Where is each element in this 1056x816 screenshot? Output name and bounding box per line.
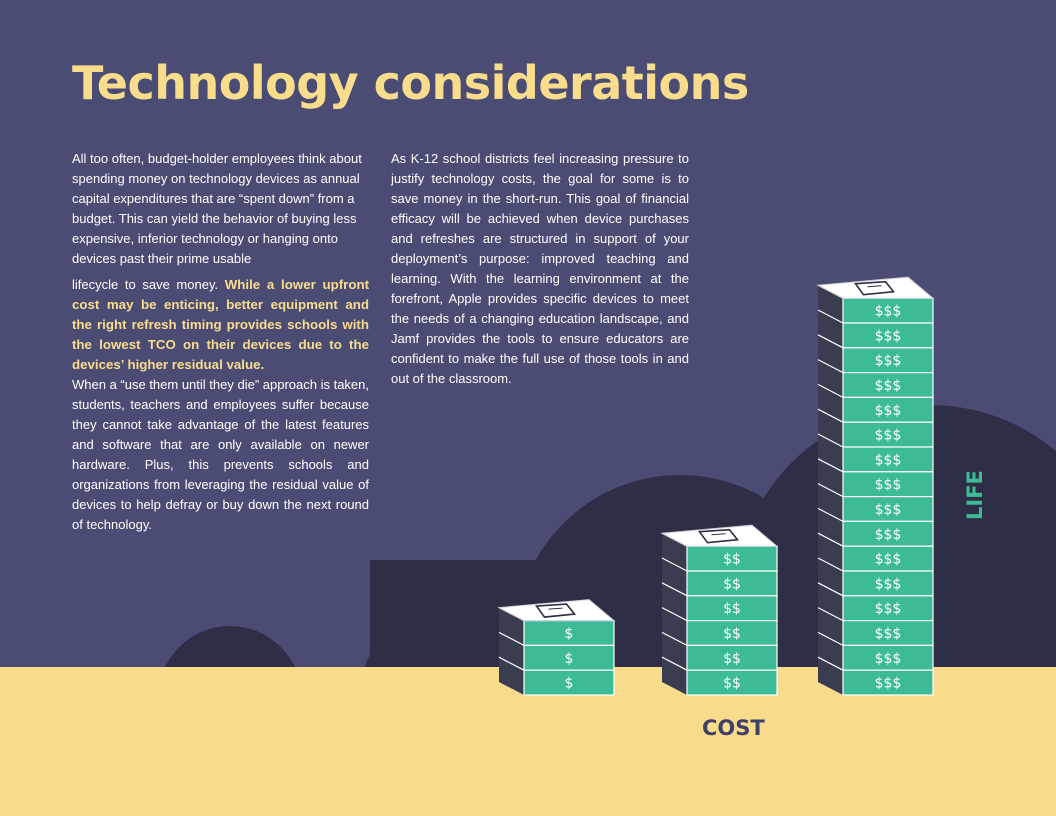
dollar-sign-label: $$	[723, 626, 741, 642]
dollar-sign-label: $$	[723, 601, 741, 618]
dollar-sign-label: $$$	[874, 477, 902, 494]
dollar-sign-label: $$$	[874, 551, 902, 568]
dollar-sign-label: $$$	[874, 427, 902, 444]
dollar-sign-label: $$$	[874, 626, 902, 642]
dollar-sign-label: $	[564, 626, 574, 642]
left-paragraph-3: When a “use them until they die” approach is taken, students, teachers and employees suffer because they cannot take advantage of the latest features and software that are only available on newer hardware. Plus, this prevents schools and organizations from leveraging the residual value of devices to help defray or buy down the next round of technology.	[72, 377, 369, 532]
dollar-sign-label: $$$	[874, 601, 902, 618]
dollar-sign-label: $$$	[874, 526, 902, 543]
dollar-sign-label: $$$	[874, 402, 902, 419]
money-stack	[499, 600, 614, 695]
dollar-sign-label: $$$	[874, 303, 902, 320]
dollar-sign-label: $$$	[874, 576, 902, 593]
dollar-sign-label: $$	[723, 675, 741, 692]
left-paragraph-2-plain: lifecycle to save money.	[72, 277, 219, 292]
dollar-sign-label: $$$	[874, 452, 902, 469]
dollar-sign-label: $$	[723, 576, 741, 593]
dollar-sign-label: $$	[723, 551, 741, 568]
left-paragraph-1: All too often, budget-holder employees think about spending money on technology devices as annual capital expenditures that are “spent down” from a budget. This can yield the behavior of buying less expensive, inferior technology or hanging onto devices past their prime usable	[72, 151, 362, 266]
cost-axis-label: COST	[702, 716, 765, 740]
life-axis-label: LIFE	[963, 470, 987, 520]
left-paragraph-2	[72, 275, 369, 375]
right-paragraph-1: As K-12 school districts feel increasing pressure to justify technology costs, the goal for some is to save money in the short-run. This goal of financial efficacy will be achieved when device purchases and refreshes are structured in support of your deployment’s purpose: improved teaching and learning. With the learning environment at the forefront, Apple provides specific devices to meet the needs of a changing education landscape, and Jamf provides the tools to ensure educators are confident to make the full use of those tools in and out of the classroom.	[391, 151, 689, 386]
page-title: Technology considerations	[72, 56, 749, 110]
dollar-sign-label: $	[564, 650, 574, 667]
highlight-text: While a lower upfront cost may be enticing, better equipment and the right refresh timing provides schools with the lowest TCO on their devices due to the devices’ higher residual value.	[72, 277, 369, 372]
dollar-sign-label: $$$	[874, 353, 902, 370]
money-stack	[662, 525, 777, 695]
dollar-sign-label: $$	[723, 650, 741, 667]
dollar-sign-label: $$$	[874, 328, 902, 345]
money-stack	[818, 277, 933, 695]
stack-side	[499, 608, 524, 695]
dollar-sign-label: $$$	[874, 502, 902, 518]
dollar-sign-label: $	[564, 675, 574, 692]
dollar-sign-label: $$$	[874, 675, 902, 692]
dollar-sign-label: $$$	[874, 650, 902, 667]
dollar-sign-label: $$$	[874, 378, 902, 394]
right-column	[391, 149, 689, 389]
left-column	[72, 149, 369, 535]
